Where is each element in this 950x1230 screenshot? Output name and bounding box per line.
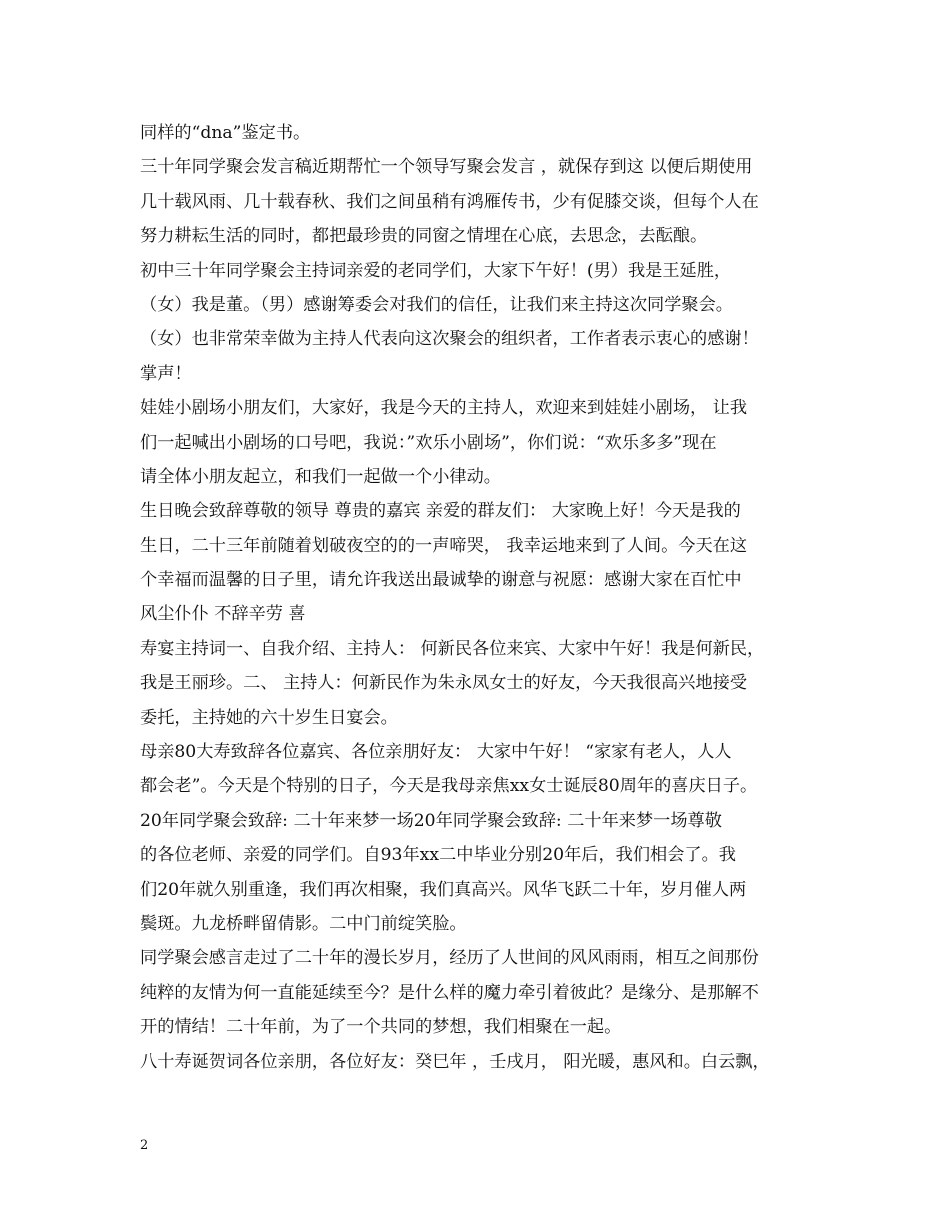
- text-line: 纯粹的友情为何一直能延续至今？是什么样的魔力牵引着彼此？是缘分、是那解不: [140, 982, 759, 1003]
- text-line: 娃娃小剧场小朋友们，大家好，我是今天的主持人，欢迎来到娃娃小剧场， 让我: [140, 398, 748, 419]
- text-line: （女）我是董。（男）感谢筹委会对我们的信任，让我们来主持这次同学聚会。: [140, 294, 733, 315]
- text-line: 三十年同学聚会发言稿近期帮忙一个领导写聚会发言 ，就保存到这 以便后期使用: [140, 157, 753, 178]
- text-line: 初中三十年同学聚会主持词亲爱的老同学们，大家下午好！(男）我是王延胜，: [140, 260, 732, 281]
- text-line: 们20年就久别重逢，我们再次相聚，我们真高兴。风华飞跃二十年，岁月催人两: [140, 879, 747, 900]
- text-line: 几十载风雨、几十载春秋、我们之间虽稍有鸿雁传书，少有促膝交谈，但每个人在: [140, 191, 759, 212]
- text-line: 风尘仆仆 不辞辛劳 喜: [140, 604, 306, 625]
- text-line: 寿宴主持词一、自我介绍、主持人： 何新民各位来宾、大家中午好！我是何新民，: [140, 638, 765, 659]
- text-line: 请全体小朋友起立，和我们一起做一个小律动。: [140, 466, 501, 487]
- text-line: 母亲80大寿致辞各位嘉宾、各位亲朋好友： 大家中午好！ “家家有老人，人人: [140, 742, 732, 763]
- document-body: [140, 116, 830, 1079]
- text-line: 20年同学聚会致辞: 二十年来梦一场20年同学聚会致辞: 二十年来梦一场尊敬: [140, 810, 722, 831]
- text-line: 的各位老师、亲爱的同学们。自93年xx二中毕业分别20年后，我们相会了。我: [140, 845, 736, 866]
- text-line: 同样的“dna”鉴定书。: [140, 123, 311, 143]
- page-number: 2: [140, 1138, 149, 1153]
- text-line: 个幸福而温馨的日子里，请允许我送出最诚挚的谢意与祝愿：感谢大家在百忙中: [140, 570, 742, 591]
- text-line: 同学聚会感言走过了二十年的漫长岁月，经历了人世间的风风雨雨，相互之间那份: [140, 948, 759, 969]
- text-line: 我是王丽珍。二、 主持人：何新民作为朱永凤女士的好友，今天我很高兴地接受: [140, 673, 748, 694]
- text-line: 生日晚会致辞尊敬的领导 尊贵的嘉宾 亲爱的群友们： 大家晚上好！今天是我的: [140, 501, 741, 522]
- text-line: 努力耕耘生活的同时，都把最珍贵的同窗之情埋在心底，去思念，去酝酿。: [140, 226, 708, 247]
- text-line: 掌声！: [140, 363, 192, 384]
- text-line: 委托，主持她的六十岁生日宴会。: [140, 707, 398, 728]
- text-line: 八十寿诞贺词各位亲朋，各位好友：癸巳年 ，壬戌月， 阳光暖，惠风和。白云飘，: [140, 1051, 770, 1072]
- text-line: 都会老”。今天是个特别的日子，今天是我母亲焦xx女士诞辰80周年的喜庆日子。: [140, 776, 758, 797]
- text-line: 生日，二十三年前随着划破夜空的的一声啼哭， 我幸运地来到了人间。今天在这: [140, 535, 748, 556]
- text-line: 开的情结！二十年前，为了一个共同的梦想，我们相聚在一起。: [140, 1017, 622, 1038]
- text-line: （女）也非常荣幸做为主持人代表向这次聚会的组织者，工作者表示衷心的感谢！: [140, 329, 759, 350]
- text-line: 鬓斑。九龙桥畔留倩影。二中门前绽笑脸。: [140, 913, 467, 934]
- text-line: 们一起喊出小剧场的口号吧，我说：”欢乐小剧场”，你们说：“欢乐多多”现在: [140, 432, 717, 453]
